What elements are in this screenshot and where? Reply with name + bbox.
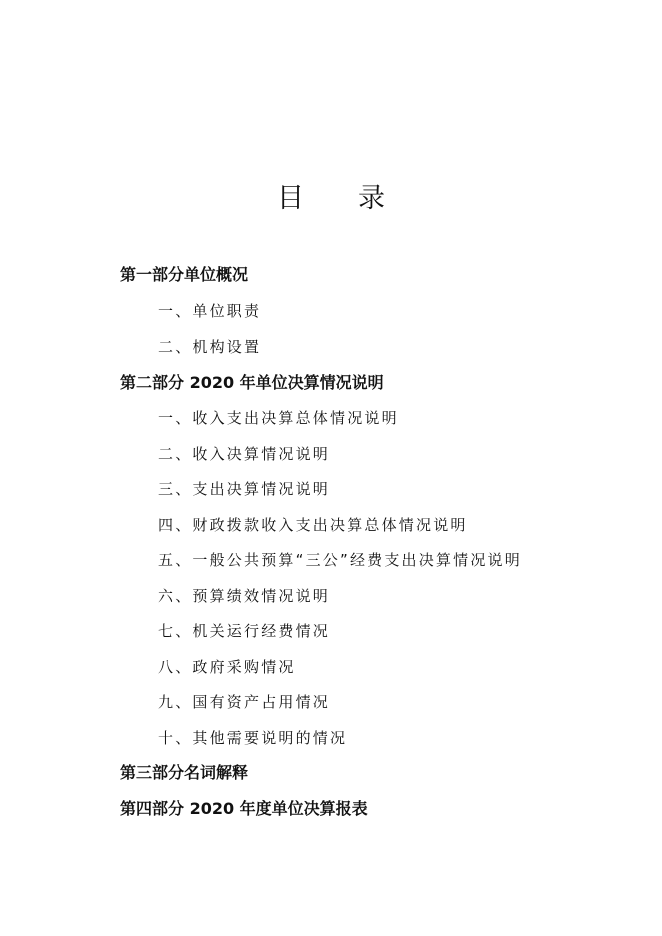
toc-part-4[interactable]: 第四部分 2020 年度单位决算报表: [120, 799, 368, 818]
title-char-1: 目: [277, 183, 304, 214]
toc-item-2-2[interactable]: 二、收入决算情况说明: [158, 445, 331, 463]
toc-item-1-1[interactable]: 一、单位职责: [158, 302, 262, 320]
page-title: [0, 176, 662, 215]
toc-part-3[interactable]: 第三部分名词解释: [120, 763, 249, 782]
toc-item-2-5[interactable]: 五、一般公共预算“三公”经费支出决算情况说明: [158, 551, 522, 569]
toc-item-2-8[interactable]: 八、政府采购情况: [158, 658, 296, 676]
toc-item-1-2[interactable]: 二、机构设置: [158, 338, 262, 356]
toc-part-2[interactable]: 第二部分 2020 年单位决算情况说明: [120, 373, 384, 392]
toc-item-2-4[interactable]: 四、财政拨款收入支出决算总体情况说明: [158, 516, 468, 534]
title-char-2: 录: [358, 183, 385, 214]
toc-item-2-7[interactable]: 七、机关运行经费情况: [158, 622, 331, 640]
toc-item-2-6[interactable]: 六、预算绩效情况说明: [158, 587, 331, 605]
toc-item-2-9[interactable]: 九、国有资产占用情况: [158, 693, 331, 711]
toc-item-2-10[interactable]: 十、其他需要说明的情况: [158, 729, 348, 747]
toc-part-1[interactable]: 第一部分单位概况: [120, 265, 249, 284]
toc-item-2-1[interactable]: 一、收入支出决算总体情况说明: [158, 409, 399, 427]
toc-item-2-3[interactable]: 三、支出决算情况说明: [158, 480, 331, 498]
